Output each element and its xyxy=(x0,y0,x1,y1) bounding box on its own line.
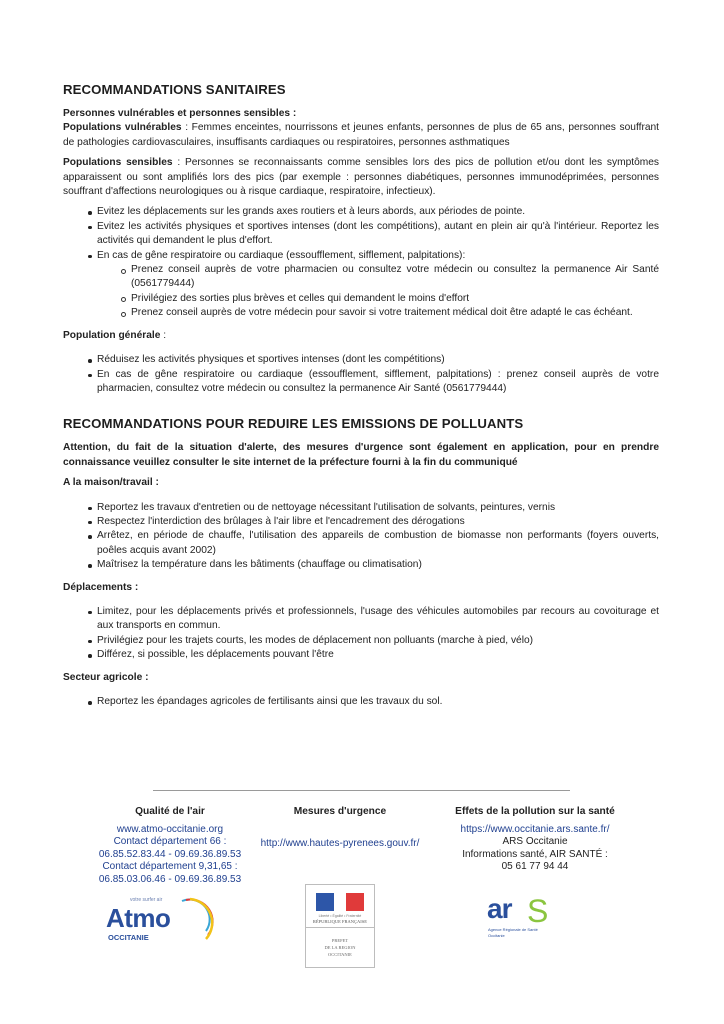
home-work-list xyxy=(63,501,659,573)
ars-caption-region: Occitanie xyxy=(488,933,505,938)
general-recommendations-list xyxy=(63,353,659,396)
vulnerable-sensitive-heading: Personnes vulnérables et personnes sensibles : xyxy=(63,108,297,119)
list-item: Limitez, pour les déplacements privés et professionnels, l'usage des véhicules automobiles par recours au covoiturage et aux transports en commun. xyxy=(97,605,659,634)
list-item: Evitez les déplacements sur les grands axes routiers et à leurs abords, aux périodes de pointe. xyxy=(97,205,659,219)
ars-s-glyph: S xyxy=(527,893,549,929)
sub-list xyxy=(97,263,659,321)
section-title-sanitary: RECOMMANDATIONS SANITAIRES xyxy=(63,82,286,97)
prefet-motto: Liberté • Égalité • Fraternité xyxy=(318,914,362,918)
prefecture-link[interactable]: http://www.hautes-pyrenees.gouv.fr/ xyxy=(260,837,420,849)
atmo-occitanie-logo xyxy=(102,895,212,945)
sensitive-label: Populations sensibles xyxy=(63,157,173,169)
sensitive-populations-paragraph xyxy=(63,156,659,199)
alert-warning: Attention, du fait de la situation d'alerte, des mesures d'urgence sont également en application, pour en prendre connaissance veuillez consulter le site internet de la préfecture fourni à la fin du communiqué xyxy=(63,442,659,468)
ars-wordmark: ar xyxy=(487,893,512,924)
list-item: Réduisez les activités physiques et sportives intenses (dont les compétitions) xyxy=(97,353,659,367)
list-item: En cas de gêne respiratoire ou cardiaque (essoufflement, sifflement, palpitations) : prenez conseil auprès de votre pharmacien, consultez votre médecin ou consultez la permanence Air Santé (0561779444) xyxy=(97,368,659,397)
footer-divider xyxy=(153,790,570,791)
sub-list-item: Privilégiez des sorties plus brèves et celles qui demandent le moins d'effort xyxy=(131,292,659,306)
list-item: Maîtrisez la température dans les bâtiments (chauffage ou climatisation) xyxy=(97,558,659,572)
prefet-region-occitanie-logo xyxy=(305,884,375,968)
contact-66-phones: 06.85.52.83.44 - 09.69.36.89.53 xyxy=(98,848,242,860)
document-body xyxy=(63,82,659,717)
republique-francaise: RÉPUBLIQUE FRANÇAISE xyxy=(312,919,368,924)
contact-66-label: Contact département 66 : xyxy=(113,836,227,848)
atmo-link[interactable]: www.atmo-occitanie.org xyxy=(116,823,224,835)
footer-urgency-measures xyxy=(240,806,440,850)
contact-9-31-65-phones: 06.85.03.06.46 - 09.69.36.89.53 xyxy=(98,873,242,885)
air-quality-title: Qualité de l'air xyxy=(135,806,205,817)
ars-org: ARS Occitanie xyxy=(502,836,568,848)
agriculture-heading: Secteur agricole : xyxy=(63,671,149,683)
travel-heading: Déplacements : xyxy=(63,581,139,593)
sensitive-text: : Personnes se reconnaissants comme sensibles lors des pics de pollution et/ou dont les symptômes apparaissent ou sont amplifiés lors des pics (par exemple : personnes diabétiques, personnes immunodéprimées, personnes souffrant d'affections neurologiques ou à risque cardiaque, respiratoire, infectieux). xyxy=(63,157,659,198)
vulnerable-text: : Femmes enceintes, nourrissons et jeunes enfants, personnes de plus de 65 ans, personnes souffrant de pathologies cardiovasculaires, insuffisants cardiaques ou respiratoires, personnes asthmatiques xyxy=(63,122,659,148)
footer-health-effects xyxy=(420,806,650,874)
general-population-heading xyxy=(63,329,659,343)
urgency-title: Mesures d'urgence xyxy=(293,806,387,817)
general-suffix: : xyxy=(160,329,167,341)
ars-caption: Agence Régionale de Santé xyxy=(488,927,538,932)
vulnerable-populations-paragraph xyxy=(63,121,659,150)
ars-link[interactable]: https://www.occitanie.ars.sante.fr/ xyxy=(460,823,610,835)
general-label: Population générale xyxy=(63,329,161,341)
prefet-title: PREFET DE LA REGION OCCITANIE xyxy=(324,938,356,957)
list-item: Arrêtez, en période de chauffe, l'utilisation des appareils de combustion de biomasse non performants (foyers ouverts, poêles acquis avant 2002) xyxy=(97,529,659,558)
atmo-arcs-icon xyxy=(176,897,216,941)
health-title: Effets de la pollution sur la santé xyxy=(455,806,615,817)
sub-list-item: Prenez conseil auprès de votre médecin pour savoir si votre traitement médical doit être adapté le cas échéant. xyxy=(131,306,659,320)
atmo-subtitle: OCCITANIE xyxy=(108,933,149,942)
sub-list-item: Prenez conseil auprès de votre pharmacien ou consultez votre médecin ou consultez la permanence Air Santé (0561779444) xyxy=(131,263,659,292)
travel-list xyxy=(63,605,659,663)
list-item: Evitez les activités physiques et sportives intenses (dont les compétitions), autant en plein air qu'à l'intérieur. Reportez les activités qui demandent le plus d'effort. xyxy=(97,220,659,249)
list-item: Reportez les épandages agricoles de fertilisants ainsi que les travaux du sol. xyxy=(97,695,659,709)
emissions-section xyxy=(63,416,659,709)
home-work-heading: A la maison/travail : xyxy=(63,477,159,489)
contact-9-31-65-label: Contact département 9,31,65 : xyxy=(102,861,238,873)
air-sante-label: Informations santé, AIR SANTÉ : xyxy=(462,848,608,860)
list-item: Différez, si possible, les déplacements pouvant l'être xyxy=(97,648,659,662)
agriculture-list xyxy=(63,695,659,709)
atmo-wordmark: Atmo xyxy=(106,903,171,933)
section-title-emissions: RECOMMANDATIONS POUR REDUIRE LES EMISSIONS DE POLLUANTS xyxy=(63,416,524,432)
ars-occitanie-logo xyxy=(487,893,567,943)
sensitive-recommendations-list xyxy=(63,205,659,320)
list-item: Reportez les travaux d'entretien ou de nettoyage nécessitant l'utilisation de solvants, peintures, vernis xyxy=(97,501,659,515)
air-sante-phone: 05 61 77 94 44 xyxy=(501,861,569,873)
list-item xyxy=(97,249,659,321)
vulnerable-label: Populations vulnérables xyxy=(63,122,182,134)
list-item: Privilégiez pour les trajets courts, les modes de déplacement non polluants (marche à pied, vélo) xyxy=(97,634,659,648)
list-item: Respectez l'interdiction des brûlages à l'air libre et l'encadrement des dérogations xyxy=(97,515,659,529)
marianne-flag-icon xyxy=(316,893,364,911)
list-item-text: En cas de gêne respiratoire ou cardiaque (essoufflement, sifflement, palpitations): xyxy=(97,249,466,261)
atmo-tagline: votre surfer air xyxy=(130,897,163,903)
